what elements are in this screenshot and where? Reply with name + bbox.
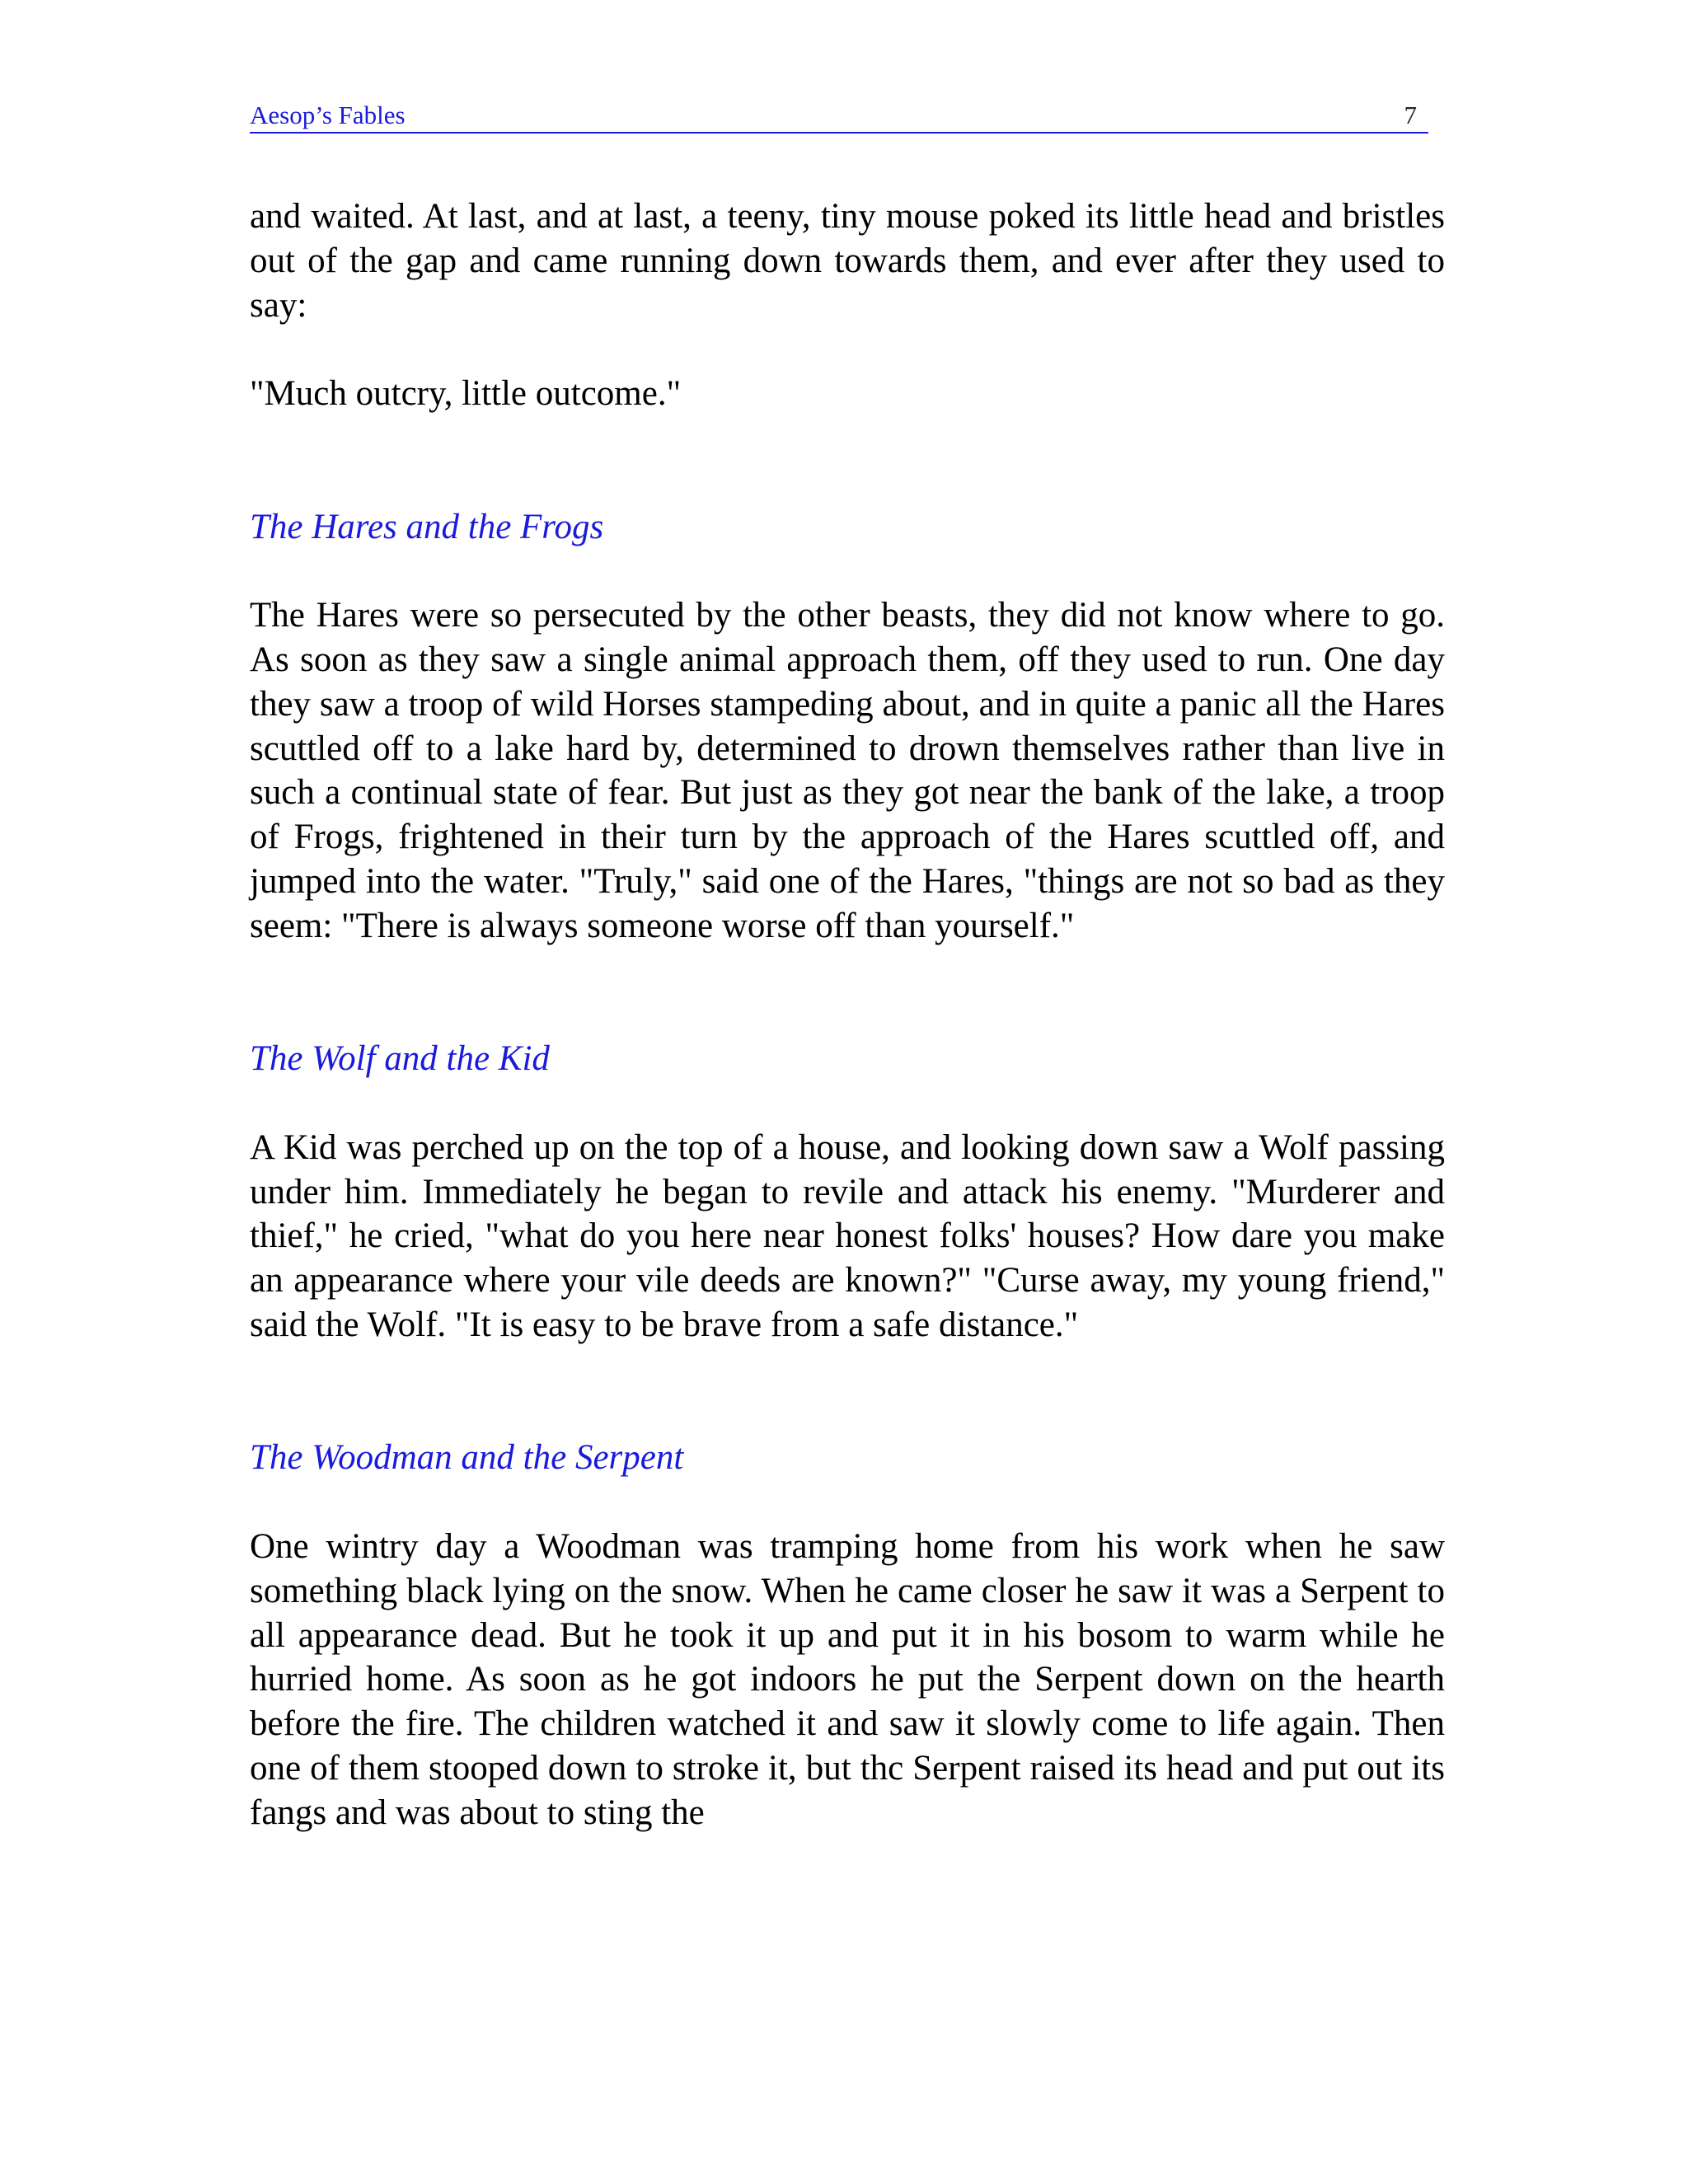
- fable-text-wolf-and-kid: A Kid was perched up on the top of a house, and looking down saw a Wolf passing under him. Immediately he began to revile and attack his enemy. "Murderer and thief," he cried, "what do you here near honest folks' houses? How dare you make an appearance where your vile deeds are known?" "Curse away, my young friend," said the Wolf. "It is easy to be brave from a safe distance.": [250, 1127, 1445, 1344]
- fable-text-hares-and-frogs: The Hares were so persecuted by the other beasts, they did not know where to go. As soon as they saw a single animal approach them, off they used to run. One day they saw a troop of wild Horses stampeding about, and in quite a panic all the Hares scuttled off to a lake hard by, determined to drown themselves rather than live in such a continual state of fear. But just as they got near the bank of the lake, a troop of Frogs, frightened in their turn by the approach of the Hares scuttled off, and jumped into the water. "Truly," said one of the Hares, "things are not so bad as they seem: "There is always someone worse off than yourself.": [250, 596, 1445, 945]
- book-title: Aesop’s Fables: [250, 101, 406, 129]
- page-header: [250, 99, 1428, 134]
- fable-title-woodman-and-serpent: The Woodman and the Serpent: [250, 1438, 684, 1478]
- fable-title-hares-and-frogs: The Hares and the Frogs: [250, 507, 604, 546]
- intro-moral: "Much outcry, little outcome.": [250, 374, 682, 414]
- page-body: [250, 194, 1445, 1835]
- intro-paragraph: and waited. At last, and at last, a teeny, tiny mouse poked its little head and bristles out of the gap and came running down towards them, and ever after they used to say:: [250, 197, 1445, 325]
- fable-text-woodman-and-serpent: One wintry day a Woodman was tramping home from his work when he saw something black lying on the snow. When he came closer he saw it was a Serpent to all appearance dead. But he took it up and put it in his bosom to warm while he hurried home. As soon as he got indoors he put the Serpent down on the hearth before the fire. The children watched it and saw it slowly come to life again. Then one of them stooped down to stroke it, but thc Serpent raised its head and put out its fangs and was about to sting the: [250, 1526, 1445, 1832]
- page-number: 7: [1404, 101, 1417, 129]
- document-page: [250, 0, 1445, 2184]
- fable-title-wolf-and-kid: The Wolf and the Kid: [250, 1039, 550, 1079]
